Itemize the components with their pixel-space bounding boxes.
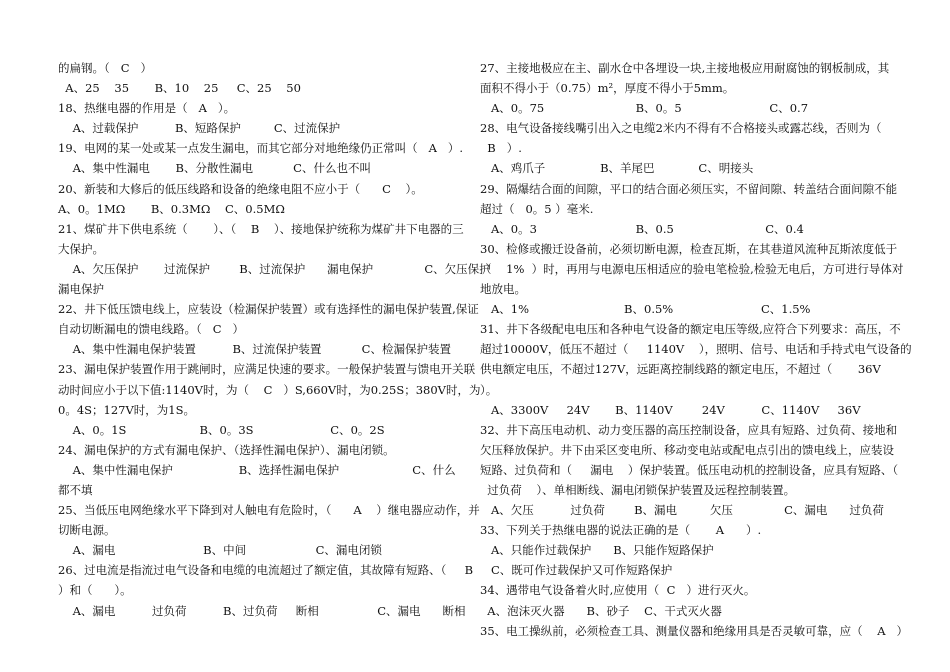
text-line: 28、电气设备接线嘴引出入之电缆2米内不得有不合格接头或露芯线，否则为（ <box>480 121 882 136</box>
text-line: 自动切断漏电的馈电线路。（ C ） <box>58 322 244 337</box>
text-line: 26、过电流是指流过电气设备和电缆的电流超过了额定值，其故障有短路、（ B <box>58 563 474 578</box>
text-line: A、只能作过载保护 B、只能作短路保护 <box>480 543 714 558</box>
text-line: 动时间应小于以下值:1140V时，为（ C ）S,660V时，为0.25S；380V时，为 <box>58 382 481 397</box>
text-line: 27、主接地极应在主、副水仓中各埋设一块,主接地极应用耐腐蚀的钢板制成，其 <box>480 61 890 75</box>
left-column <box>58 58 491 621</box>
text-line: 供电额定电压，不超过127V，远距离控制线路的额定电压，不超过（ 36V <box>480 362 881 377</box>
text-line: 33、下列关于热继电器的说法正确的是（ A ）. <box>480 523 762 538</box>
text-line: 过负荷 ）、单相断线、漏电闭锁保护装置及远程控制装置。 <box>480 482 796 497</box>
text-line: A、欠压 过负荷 B、漏电 欠压 C、漏电 过负荷 <box>480 503 884 518</box>
text-line: 31、井下各级配电电压和各种电气设备的额定电压等级,应符合下列要求：高压，不 <box>480 322 901 337</box>
text-line: 20、新装和大修后的低压线路和设备的绝缘电阻不应小于（ C ）。 <box>58 181 423 196</box>
text-line: A、1% B、0.5% C、1.5% <box>480 302 811 317</box>
text-line: 34、遇带电气设备着火时,应使用（ C ）进行灭火。 <box>480 583 756 598</box>
text-line: A、3300V 24V B、1140V 24V C、1140V 36V <box>480 402 861 417</box>
text-line: 29、隔爆结合面的间隙，平口的结合面必须压实，不留间隙、转盖结合面间隙不能 <box>480 181 898 196</box>
text-line: C、既可作过载保护又可作短路保护 <box>480 563 673 578</box>
text-line: （ 1% ）时，再用与电源电压相适应的验电笔检验,检验无电后，方可进行导体对 <box>480 261 904 276</box>
text-line: A、漏电 B、中间 C、漏电闭锁 <box>58 543 382 558</box>
text-line: 32、井下高压电动机、动力变压器的高压控制设备，应具有短路、过负荷、接地和 <box>480 422 898 437</box>
text-line: B ）. <box>480 141 522 156</box>
text-line: 30、检修或搬迁设备前，必须切断电源，检查瓦斯，在其巷道风流种瓦斯浓度低于 <box>480 241 898 256</box>
text-line: 23、漏电保护装置作用于跳闸时，应满足快速的要求。一般保护装置与馈电开关联 <box>58 362 476 377</box>
text-line: A、欠压保护 过流保护 B、过流保护 漏电保护 C、欠压保护 <box>58 261 491 276</box>
text-line: A、过载保护 B、短路保护 C、过流保护 <box>58 121 341 136</box>
text-line: 24、漏电保护的方式有漏电保护、（选择性漏电保护）、漏电闭锁。 <box>58 442 395 457</box>
text-line: 22、井下低压馈电线上，应装设（检漏保护装置）或有选择性的漏电保护装置,保证 <box>58 302 479 317</box>
text-line: 大保护。 <box>58 241 104 256</box>
text-line: 都不填 <box>58 482 93 497</box>
text-line: A、0。1S B、0。3S C、0。2S <box>58 422 385 437</box>
text-line: 漏电保护 <box>58 282 104 297</box>
text-line: A、集中性漏电保护装置 B、过流保护装置 C、检漏保护装置 <box>58 342 451 357</box>
text-line: 25、当低压电网绝缘水平下降到对人触电有危险时，（ A ）继电器应动作，并 <box>58 503 480 518</box>
text-line: 的扁钢。（ C ） <box>58 61 152 75</box>
text-line: A、集中性漏电保护 B、选择性漏电保护 C、什么 <box>58 462 456 477</box>
text-line: 0。4S；127V时，为1S。 <box>58 402 195 417</box>
text-line: A、0。1MΩ B、0.3MΩ C、0.5MΩ <box>58 201 285 216</box>
text-line: A、鸡爪子 B、羊尾巴 C、明接头 <box>480 161 754 176</box>
text-line: A、泡沫灭火器 B、砂子 C、干式灭火器 <box>480 603 722 618</box>
text-line: 35、电工操纵前，必须检查工具、测量仪器和绝缘用具是否灵敏可靠，应（ A ） <box>480 623 909 638</box>
text-line: 21、煤矿井下供电系统（ ）、（ B ）、接地保护统称为煤矿井下电器的三 <box>58 221 464 236</box>
text-line: 欠压释放保护。井下由采区变电所、移动变电站或配电点引出的馈电线上，应装设 <box>480 442 894 457</box>
text-line: 18、热继电器的作用是（ A ）。 <box>58 101 236 116</box>
text-line: 超过10000V，低压不超过（ 1140V ），照明、信号、电话和手持式电气设备的 <box>480 342 912 357</box>
text-line: A、0。75 B、0。5 C、0.7 <box>480 101 809 116</box>
text-line: 19、电网的某一处或某一点发生漏电，而其它部分对地绝缘仍正常叫（ A ）. <box>58 141 464 156</box>
text-line: 地放电。 <box>480 282 526 297</box>
text-line: ）。 <box>480 382 498 397</box>
text-line: A、集中性漏电 B、分散性漏电 C、什么也不叫 <box>58 161 371 176</box>
text-line: A、漏电 过负荷 B、过负荷 断相 C、漏电 断相 <box>58 603 466 618</box>
text-line: 超过（ 0。5 ）毫米. <box>480 201 594 216</box>
text-line: A、0。3 B、0.5 C、0.4 <box>480 221 804 236</box>
text-line: 切断电源。 <box>58 523 116 538</box>
text-line: A、25 35 B、10 25 C、25 50 <box>58 81 301 96</box>
right-column <box>480 58 912 641</box>
text-line: 面积不得小于（0.75）m²，厚度不得小于5mm。 <box>480 81 735 96</box>
text-line: ）和（ ）。 <box>58 583 132 598</box>
text-line: 短路、过负荷和（ 漏电 ）保护装置。低压电动机的控制设备，应具有短路、（ <box>480 462 899 477</box>
